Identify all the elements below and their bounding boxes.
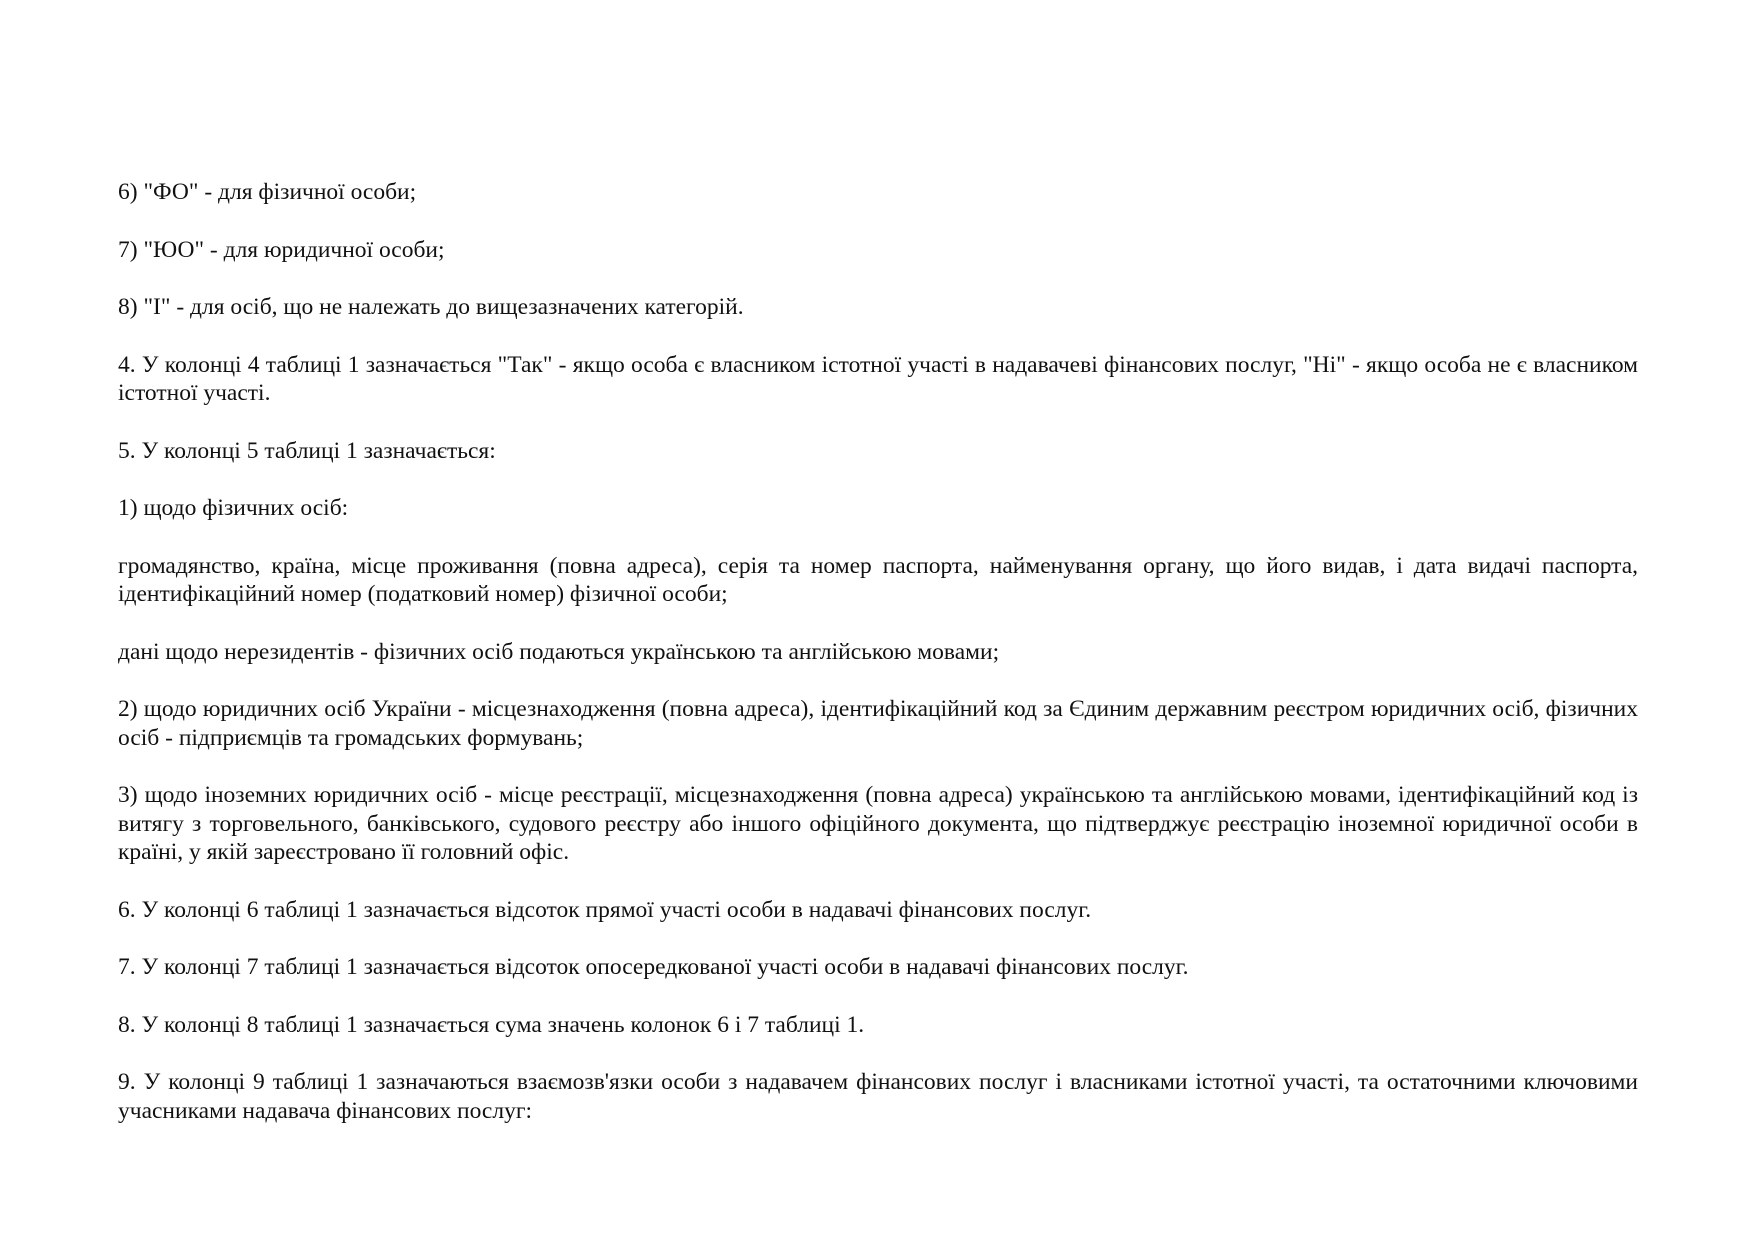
paragraph-column-4: 4. У колонці 4 таблиці 1 зазначається "Так" - якщо особа є власником істотної участі в надавачеві фінансових послуг, "Ні" - якщо особа не є власником істотної участі. [118, 351, 1638, 406]
paragraph-foreign-legal-entities: 3) щодо іноземних юридичних осіб - місце реєстрації, місцезнаходження (повна адреса) українською та англійською мовами, ідентифікаційний код із витягу з торговельного, банківського, судового реєстру або іншого офіційного документа, що підтверджує реєстрацію іноземної юридичної особи в країні, у якій зареєстровано її головний офіс. [118, 782, 1638, 865]
paragraph-individuals-heading: 1) щодо фізичних осіб: [118, 495, 349, 521]
paragraph-ukrainian-legal-entities: 2) щодо юридичних осіб України - місцезнаходження (повна адреса), ідентифікаційний код за Єдиним державним реєстром юридичних осіб, фізичних осіб - підприємців та громадських формувань; [118, 696, 1638, 751]
paragraph-column-6: 6. У колонці 6 таблиці 1 зазначається відсоток прямої участі особи в надавачі фінансових послуг. [118, 896, 1092, 923]
paragraph-nonresidents: дані щодо нерезидентів - фізичних осіб подаються українською та англійською мовами; [118, 638, 1000, 665]
paragraph-column-8: 8. У колонці 8 таблиці 1 зазначається сума значень колонок 6 і 7 таблиці 1. [118, 1011, 865, 1038]
paragraph-individuals-details: громадянство, країна, місце проживання (повна адреса), серія та номер паспорта, найменування органу, що його видав, і дата видачі паспорта, ідентифікаційний номер (податковий номер) фізичної особи; [118, 552, 1638, 607]
paragraph-column-7: 7. У колонці 7 таблиці 1 зазначається відсоток опосередкованої участі особи в надавачі фінансових послуг. [118, 954, 1189, 980]
paragraph-category-fo: 6) "ФО" - для фізичної особи; [118, 179, 417, 205]
paragraph-category-yuo: 7) "ЮО" - для юридичної особи; [118, 236, 445, 263]
paragraph-column-9: 9. У колонці 9 таблиці 1 зазначаються взаємозв'язки особи з надавачем фінансових послуг і власниками істотної участі, та остаточними ключовими учасниками надавача фінансових послуг: [118, 1069, 1638, 1124]
paragraph-category-i: 8) "І" - для осіб, що не належать до вищезазначених категорій. [118, 294, 744, 320]
document-page [118, 178, 1638, 1154]
paragraph-column-5-intro: 5. У колонці 5 таблиці 1 зазначається: [118, 437, 496, 464]
